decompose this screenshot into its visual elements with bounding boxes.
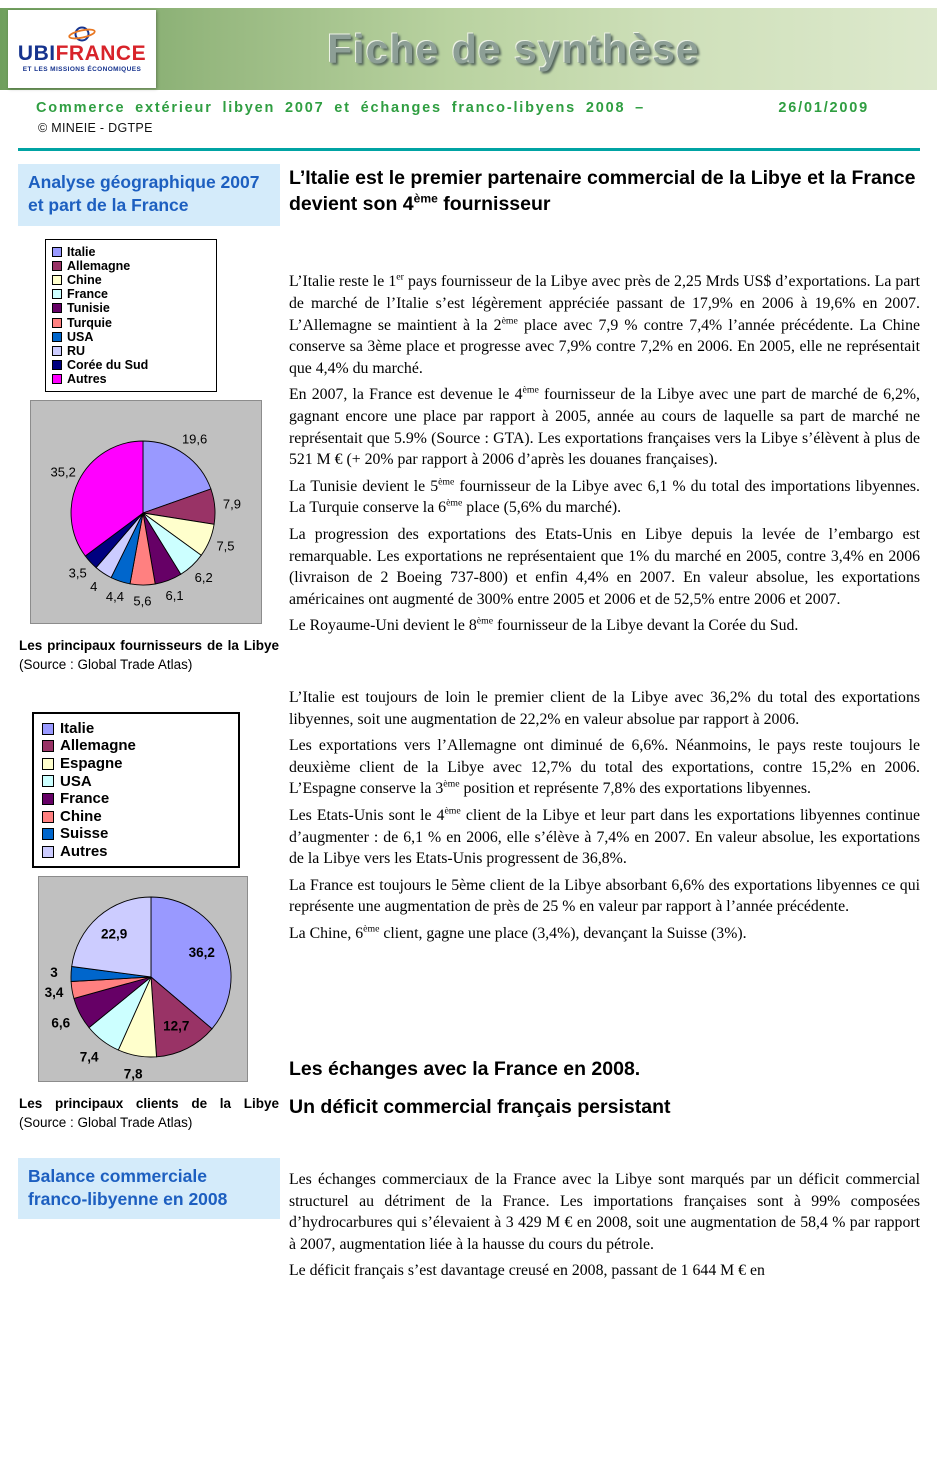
- legend-swatch: [52, 247, 62, 257]
- legend-label: USA: [60, 772, 92, 790]
- pie-value-label: 7,9: [222, 495, 241, 511]
- legend-item-france: [52, 287, 212, 301]
- caption-clients-bold: Les principaux clients de la Libye: [19, 1095, 279, 1111]
- caption-fournisseurs-source: (Source : Global Trade Atlas): [19, 656, 193, 672]
- pie-value-label: 35,2: [50, 463, 76, 479]
- legend-item-italie: [52, 245, 212, 259]
- caption-fournisseurs-bold: Les principaux fournisseurs de la Libye: [19, 637, 279, 653]
- pie-value-label: 4,4: [105, 588, 124, 604]
- legend-swatch: [42, 828, 54, 840]
- legend-item-suisse: [42, 825, 234, 843]
- legend-label: Italie: [60, 719, 95, 737]
- legend-swatch: [52, 289, 62, 299]
- suppliers-text-block: [289, 271, 920, 637]
- pie-value-label: 7,4: [79, 1048, 99, 1064]
- legend-item-chine: [52, 273, 212, 287]
- legend-swatch: [42, 758, 54, 770]
- legend-swatch: [42, 846, 54, 858]
- pie-value-label: 19,6: [181, 431, 208, 447]
- legend-label: Turquie: [67, 315, 112, 330]
- legend-swatch: [42, 811, 54, 823]
- copyright-line: © MINEIE - DGTPE: [38, 121, 153, 135]
- pie-value-label: 12,7: [163, 1018, 190, 1034]
- legend-label: Allemagne: [67, 258, 131, 273]
- caption-fournisseurs: [19, 636, 279, 674]
- legend-item-tunisie: [52, 301, 212, 315]
- left-column: [18, 164, 280, 1219]
- paragraph-suppliers-3: La Tunisie devient le 5ème fournisseur de la Libye avec 6,1 % du total des importations libyennes. La Turquie conserve la 6ème place (5,6% du marché).: [289, 476, 921, 517]
- pie-value-label: 3,5: [68, 564, 87, 580]
- legend-swatch: [52, 332, 62, 342]
- heading-partenaire: L’Italie est le premier partenaire commercial de la Libye et la France devient son 4ème fournisseur: [289, 167, 916, 215]
- pie-chart-fournisseurs: [30, 400, 262, 624]
- ubifrance-logo: [8, 10, 156, 88]
- legend-item-autres: [42, 843, 234, 861]
- pie-value-label: 5,6: [133, 593, 152, 609]
- caption-clients: [19, 1094, 279, 1132]
- paragraph-clients-4: La France est toujours le 5ème client de la Libye absorbant 6,6% des exportations libyennes ce qui représente une augmentation de près de 25 % en valeur par rapport à l’année précédente.: [289, 876, 920, 916]
- legend-label: Autres: [67, 372, 107, 387]
- subheader: [18, 100, 919, 135]
- legend-item-italie: [42, 720, 234, 738]
- legend-swatch: [52, 360, 62, 370]
- legend-fournisseurs: [45, 239, 217, 392]
- legend-swatch: [42, 740, 54, 752]
- heading-echanges-block: [289, 1057, 920, 1121]
- logo-ubi: UBI: [17, 41, 56, 65]
- paragraph-suppliers-2: En 2007, la France est devenue le 4ème fournisseur de la Libye avec une part de marché de 6,2%, gagnant encore une place par rapport à 2005, année au cours de laquelle sa part de marché ne représentait que 5.9% (Source : GTA). Les exportations françaises vers la Libye s’élèvent à plus de 521 M € (+ 20% par rapport à 2006 d’après les douanes françaises).: [289, 385, 920, 469]
- paragraph-suppliers-5: Le Royaume-Uni devient le 8ème fournisseur de la Libye devant la Corée du Sud.: [289, 616, 799, 635]
- legend-item-turquie: [52, 316, 212, 330]
- legend-swatch: [52, 261, 62, 271]
- heading-echanges-france: Les échanges avec la France en 2008.: [289, 1057, 641, 1080]
- legend-item-allemagne: [42, 737, 234, 755]
- legend-item-corée-du-sud: [52, 358, 212, 372]
- legend-item-france: [42, 790, 234, 808]
- clients-text-block: [289, 687, 920, 945]
- legend-label: France: [67, 287, 108, 302]
- legend-swatch: [52, 275, 62, 285]
- legend-label: USA: [67, 329, 94, 344]
- legend-item-chine: [42, 808, 234, 826]
- legend-swatch: [52, 303, 62, 313]
- logo-wordmark: [18, 43, 146, 64]
- pie-value-label: 4: [90, 578, 98, 594]
- paragraph-clients-2: Les exportations vers l’Allemagne ont diminué de 6,6%. Néanmoins, le pays reste toujours le deuxième client de la Libye avec 12,7% du total des exportations, contre 15,2% en 2006. L’Espagne conserve la 3ème position et représente 7,8% des exportations libyennes.: [289, 737, 920, 798]
- legend-label: Autres: [60, 843, 108, 860]
- subtitle-row: [18, 100, 919, 116]
- legend-label: France: [60, 790, 110, 808]
- document-subtitle: Commerce extérieur libyen 2007 et échanges franco-libyens 2008 –: [36, 100, 646, 116]
- pie-value-label: 36,2: [188, 944, 215, 960]
- legend-item-espagne: [42, 755, 234, 773]
- document-date: 26/01/2009: [778, 100, 869, 116]
- logo-tagline: ET LES MISSIONS ÉCONOMIQUES: [22, 65, 142, 73]
- paragraph-clients-1: L’Italie est toujours de loin le premier client de la Libye avec 36,2% du total des exportations libyennes, soit une augmentation de 22,2% en valeur absolue par rapport à 2006.: [289, 688, 920, 728]
- legend-swatch: [42, 723, 54, 735]
- pie-value-label: 6,1: [165, 587, 184, 603]
- legend-clients: [32, 712, 240, 868]
- pie-value-label: 3,4: [44, 984, 64, 1000]
- legend-item-ru: [52, 344, 212, 358]
- legend-item-allemagne: [52, 259, 212, 273]
- caption-clients-source: (Source : Global Trade Atlas): [19, 1114, 193, 1130]
- pie-chart-clients: [38, 876, 248, 1082]
- sidebar-section-analyse: Analyse géographique 2007 et part de la France: [18, 164, 280, 226]
- legend-label: Tunisie: [67, 301, 110, 316]
- legend-label: Suisse: [60, 825, 109, 843]
- legend-label: RU: [67, 343, 86, 358]
- logo-france: FRANCE: [55, 41, 147, 65]
- pie-value-label: 22,9: [100, 926, 128, 942]
- legend-label: Chine: [67, 272, 102, 287]
- legend-item-autres: [52, 372, 212, 386]
- paragraph-suppliers-4: La progression des exportations des Etats-Unis en Libye depuis la levée de l’embargo est remarquable. Les exportations ne représentaient que 1% du marché en 2005, contre 3,4% en 2006 (livraison de 2 Boeing 737-800) et enfin 4,4% en 2007. En valeur absolue, les exportations américaines ont augmenté de 300% entre 2005 et 2006 et de 52,5% entre 2006 et 2007.: [289, 526, 920, 608]
- banner-title: Fiche de synthèse: [327, 25, 700, 72]
- legend-swatch: [52, 346, 62, 356]
- paragraph-balance-1: Les échanges commerciaux de la France avec la Libye sont marqués par un déficit commercial structurel au détriment de la France. Les importations françaises sont à 99% composées d’hydrocarbures qui s’élevaient à 3 429 M € en 2008, soit une augmentation de 58,4 % par rapport à 2007, augmentation liée à la hausse du cours du pétrole.: [289, 1170, 920, 1253]
- legend-item-usa: [42, 773, 234, 791]
- legend-label: Italie: [67, 244, 96, 259]
- pie-value-label: 7,8: [123, 1066, 143, 1082]
- paragraph-clients-3: Les Etats-Unis sont le 4ème client de la Libye et leur part dans les exportations libyennes continue d’augmenter : de 6,1 % en 2006, elle s’élève à 7,4% en 2007. En valeur absolue, les exportations de la Libye vers les Etats-Unis progressent de 36,8%.: [289, 805, 920, 868]
- header-banner: [0, 8, 937, 90]
- heading-deficit: Un déficit commercial français persistant: [289, 1096, 671, 1119]
- legend-item-usa: [52, 330, 212, 344]
- pie-value-label: 7,5: [216, 538, 235, 554]
- legend-label: Espagne: [60, 755, 123, 773]
- pie-value-label: 6,2: [194, 569, 213, 585]
- legend-swatch: [52, 374, 62, 384]
- paragraph-suppliers-1: L’Italie reste le 1er pays fournisseur de la Libye avec près de 2,25 Mrds US$ d’exportations. La part de marché de l’Italie s’est légèrement appréciée passant de 17,9% en 2006 à 19,6% en 2007. L’Allemagne se maintient à la 2ème place avec 7,9 % contre 7,4% l’année précédente. La Chine conserve sa 3ème place et progresse avec 7,9% contre 7,2% en 2006. En 2005, elle ne représentait que 4,4% du marché.: [289, 272, 920, 377]
- legend-swatch: [52, 318, 62, 328]
- paragraph-clients-5: La Chine, 6ème client, gagne une place (3,4%), devançant la Suisse (3%).: [289, 923, 747, 942]
- balance-text-block: [289, 1169, 920, 1282]
- legend-label: Corée du Sud: [67, 358, 149, 373]
- legend-swatch: [42, 775, 54, 787]
- paragraph-balance-2: Le déficit français s’est davantage creusé en 2008, passant de 1 644 M € en: [289, 1262, 765, 1280]
- legend-label: Allemagne: [60, 737, 136, 755]
- legend-swatch: [42, 793, 54, 805]
- globe-icon: [67, 26, 97, 42]
- sidebar-section-balance: Balance commerciale franco-libyenne en 2008: [18, 1158, 280, 1220]
- legend-label: Chine: [60, 807, 102, 825]
- right-column: [289, 164, 920, 1287]
- content: [0, 151, 937, 1287]
- pie-value-label: 3: [50, 964, 58, 980]
- pie-value-label: 6,6: [51, 1014, 71, 1030]
